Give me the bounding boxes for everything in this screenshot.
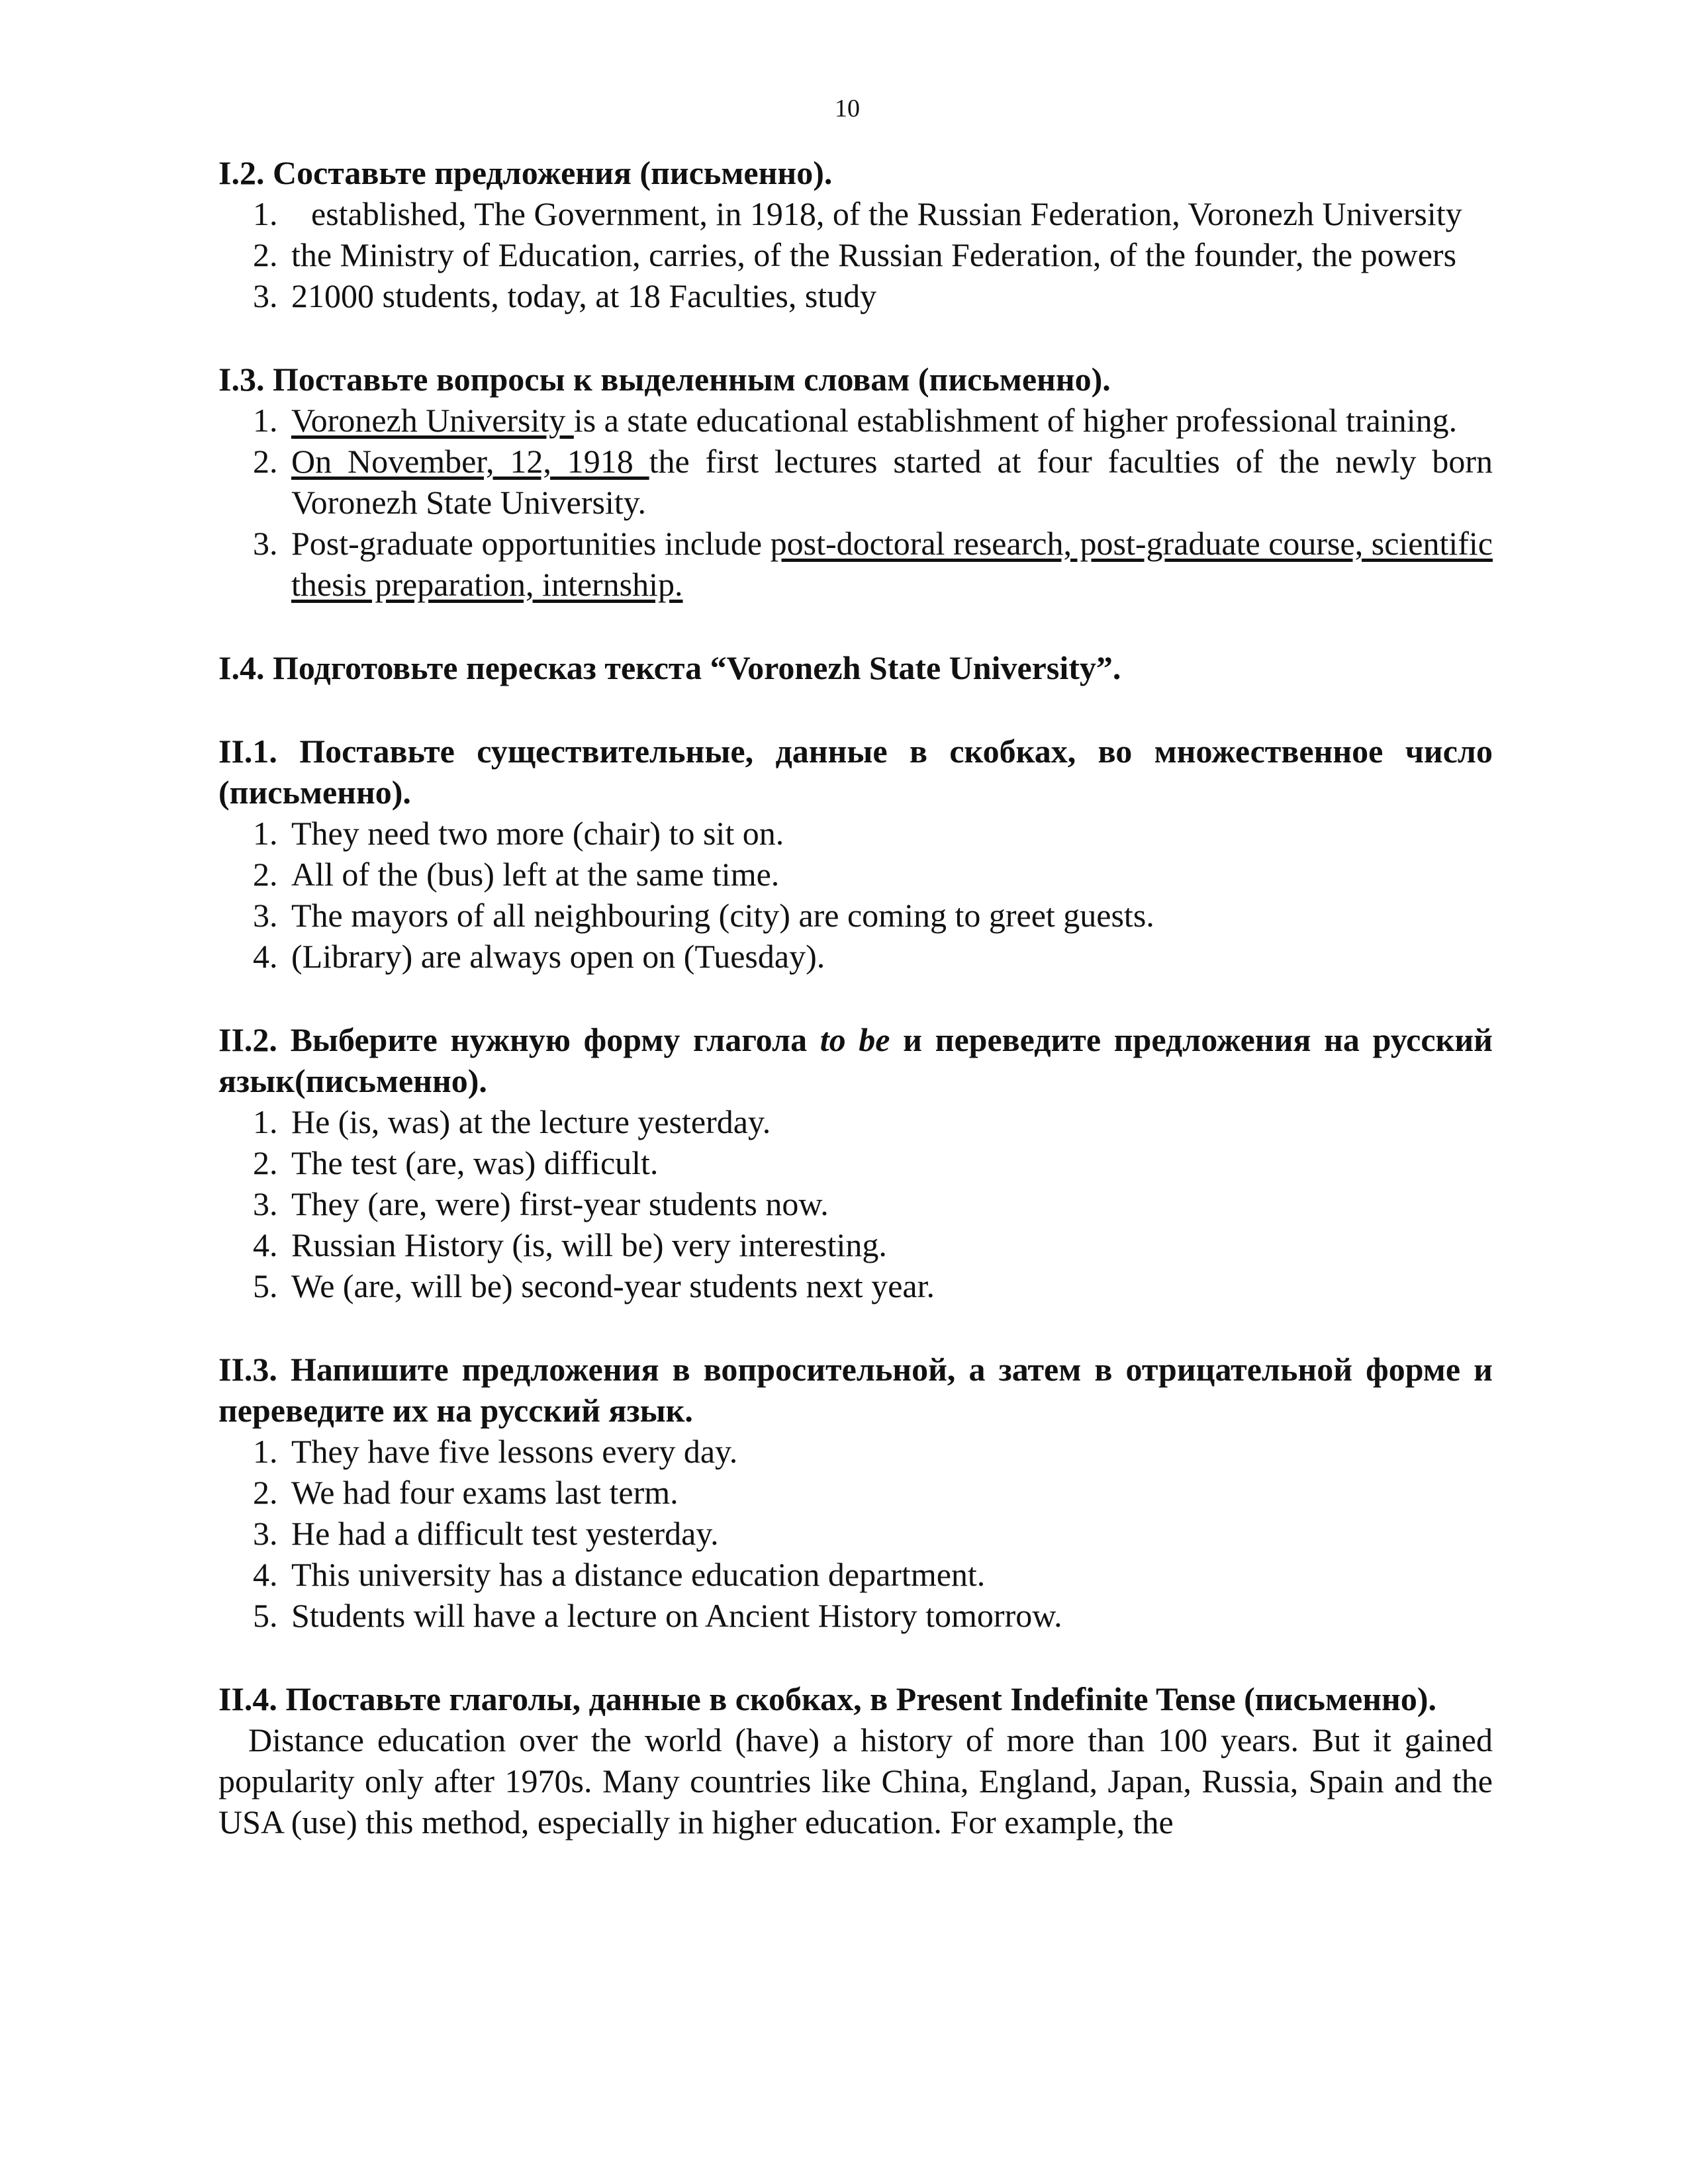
list-item — [218, 1142, 1493, 1183]
item-text: the Ministry of Education, carries, of the Russian Federation, of the founder, the powers — [291, 236, 1457, 273]
item-text: They (are, were) first-year students now. — [291, 1185, 829, 1222]
item-number: 2. — [253, 236, 278, 273]
document-page — [218, 93, 1493, 1843]
item-text: All of the (bus) left at the same time. — [291, 856, 780, 893]
item-text: Students will have a lecture on Ancient History tomorrow. — [291, 1597, 1062, 1634]
list-item — [218, 1513, 1493, 1554]
section-heading: II.1. Поставьте существительные, данные в скобках, во множественное число (письменно). — [218, 733, 1493, 811]
section-i2 — [218, 152, 1493, 316]
exercise-paragraph: Distance education over the world (have) a history of more than 100 years. But it gained popularity only after 1970s. Many countries like China, England, Japan, Russia, Spain and the USA (use) this method, especially in higher education. For example, the — [218, 1721, 1493, 1841]
list-item — [218, 275, 1493, 316]
underlined-phrase: On November, 12, 1918 — [291, 443, 649, 480]
list-item — [218, 523, 1493, 605]
item-text: We (are, will be) second-year students next year. — [291, 1267, 935, 1304]
section-heading: II.3. Напишите предложения в вопросительной, а затем в отрицательной форме и переведите их на русский язык. — [218, 1351, 1493, 1429]
item-text: We had four exams last term. — [291, 1474, 679, 1511]
exercise-list — [218, 813, 1493, 977]
item-number: 3. — [253, 277, 278, 314]
exercise-list — [218, 1101, 1493, 1306]
item-text: This university has a distance education department. — [291, 1556, 986, 1593]
section-i3 — [218, 359, 1493, 605]
list-item — [218, 1595, 1493, 1636]
item-text: Post-graduate opportunities include — [291, 525, 771, 562]
item-number: 3. — [253, 525, 278, 562]
item-number: 1. — [253, 195, 278, 232]
exercise-list — [218, 400, 1493, 605]
exercise-list — [218, 1431, 1493, 1636]
item-text: They have five lessons every day. — [291, 1433, 738, 1470]
list-item — [218, 1183, 1493, 1224]
item-number: 1. — [253, 1103, 278, 1140]
list-item — [218, 813, 1493, 854]
item-number: 1. — [253, 1433, 278, 1470]
list-item — [218, 895, 1493, 936]
section-heading: I.4. Подготовьте пересказ текста “Voronezh State University”. — [218, 649, 1121, 686]
item-number: 5. — [253, 1597, 278, 1634]
item-number: 4. — [253, 1556, 278, 1593]
item-text: They need two more (chair) to sit on. — [291, 815, 784, 852]
item-text: The mayors of all neighbouring (city) are coming to greet guests. — [291, 897, 1154, 934]
item-number: 3. — [253, 1515, 278, 1552]
item-number: 3. — [253, 897, 278, 934]
list-item — [218, 1101, 1493, 1142]
item-number: 2. — [253, 443, 278, 480]
heading-part: II.2. Выберите нужную форму глагола — [218, 1021, 820, 1058]
list-item — [218, 234, 1493, 275]
section-ii4 — [218, 1678, 1493, 1843]
list-item — [218, 1554, 1493, 1595]
section-i4 — [218, 647, 1493, 688]
heading-italic: to be — [820, 1021, 890, 1058]
section-heading: I.3. Поставьте вопросы к выделенным словам (письменно). — [218, 361, 1111, 398]
item-number: 1. — [253, 402, 278, 439]
item-number: 2. — [253, 856, 278, 893]
item-text: 21000 students, today, at 18 Faculties, study — [291, 277, 877, 314]
section-heading: II.4. Поставьте глаголы, данные в скобках, в Present Indefinite Tense (письменно). — [218, 1680, 1437, 1717]
item-text: (Library) are always open on (Tuesday). — [291, 938, 825, 975]
list-item — [218, 1224, 1493, 1265]
item-number: 4. — [253, 1226, 278, 1263]
item-number: 5. — [253, 1267, 278, 1304]
list-item — [218, 400, 1493, 441]
list-item — [218, 936, 1493, 977]
item-text: established, The Government, in 1918, of the Russian Federation, Voronezh University — [311, 195, 1462, 232]
list-item — [218, 193, 1493, 234]
heading-part: и переведите предложения на русский язык(письменно). — [218, 1021, 1493, 1099]
list-item — [218, 1431, 1493, 1472]
page-number: 10 — [835, 95, 860, 122]
underlined-phrase: Voronezh University — [291, 402, 574, 439]
section-heading — [218, 1019, 1493, 1101]
item-text: is a state educational establishment of higher professional training. — [573, 402, 1458, 439]
section-ii1 — [218, 731, 1493, 977]
item-number: 3. — [253, 1185, 278, 1222]
underlined-phrase: post-doctoral research, post-graduate course, scientific thesis preparation, internship. — [291, 525, 1493, 603]
item-number: 2. — [253, 1474, 278, 1511]
exercise-list — [218, 193, 1493, 316]
item-text: Russian History (is, will be) very interesting. — [291, 1226, 887, 1263]
section-ii2 — [218, 1019, 1493, 1306]
item-number: 4. — [253, 938, 278, 975]
item-text: The test (are, was) difficult. — [291, 1144, 659, 1181]
item-number: 1. — [253, 815, 278, 852]
section-ii3 — [218, 1349, 1493, 1636]
list-item — [218, 1472, 1493, 1513]
list-item — [218, 1265, 1493, 1306]
list-item — [218, 441, 1493, 523]
item-number: 2. — [253, 1144, 278, 1181]
item-text: He (is, was) at the lecture yesterday. — [291, 1103, 771, 1140]
item-text: He had a difficult test yesterday. — [291, 1515, 719, 1552]
section-heading: I.2. Составьте предложения (письменно). — [218, 154, 833, 191]
item-text: the first lectures started at four faculties of the newly born Voronezh State University. — [291, 443, 1493, 521]
list-item — [218, 854, 1493, 895]
